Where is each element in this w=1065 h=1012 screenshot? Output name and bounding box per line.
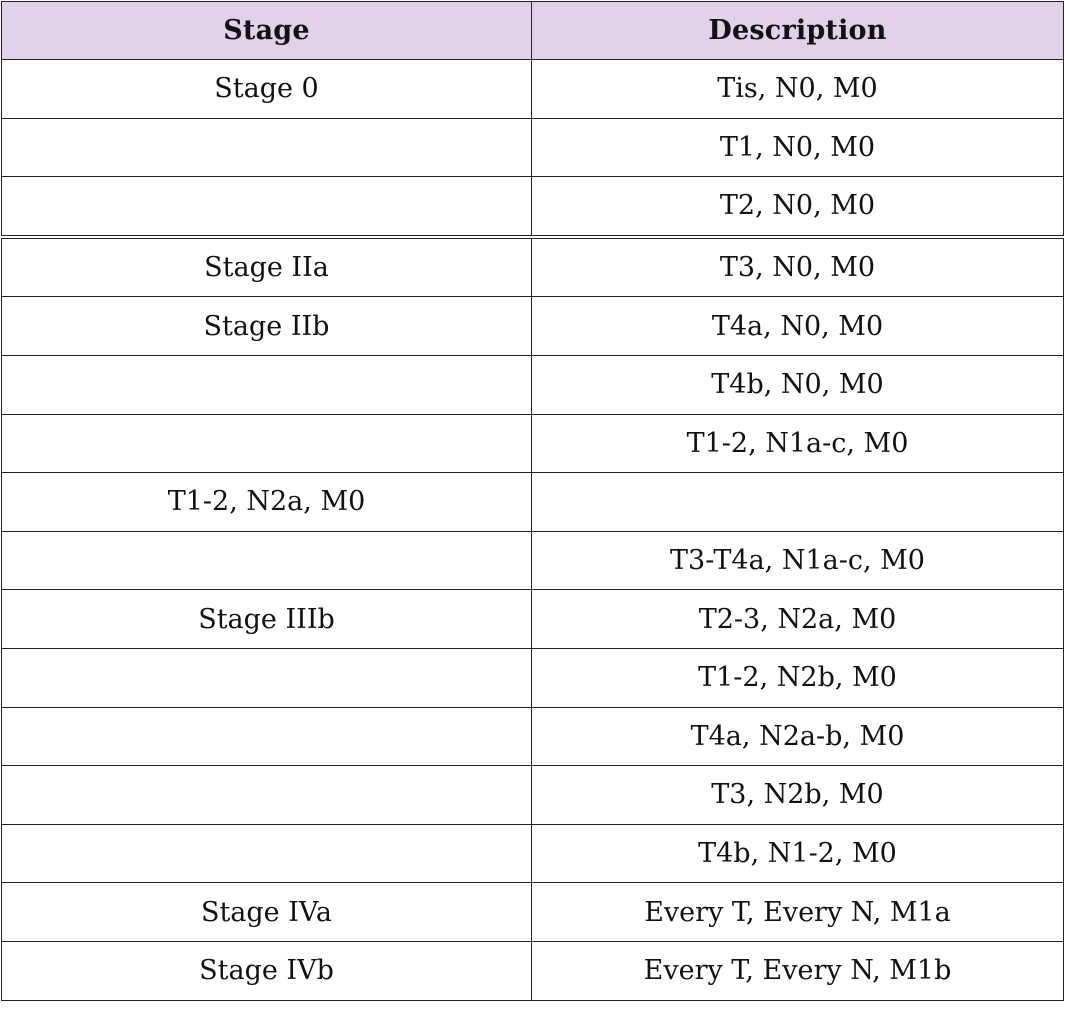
- table-row: [2, 60, 1064, 119]
- stage-cell: [2, 648, 532, 707]
- table-row: [2, 237, 1064, 297]
- staging-table-container: [1, 1, 1064, 1001]
- table-row: [2, 531, 1064, 590]
- description-cell: T3, N0, M0: [532, 237, 1064, 297]
- stage-cell: [2, 177, 532, 237]
- description-cell: Tis, N0, M0: [532, 60, 1064, 119]
- description-cell: T3, N2b, M0: [532, 766, 1064, 825]
- stage-cell: [2, 531, 532, 590]
- stage-cell: [2, 824, 532, 883]
- description-cell: T3-T4a, N1a-c, M0: [532, 531, 1064, 590]
- table-row: [2, 355, 1064, 414]
- stage-cell: [2, 118, 532, 177]
- stage-cell: T1-2, N2a, M0: [2, 473, 532, 532]
- description-cell: [532, 473, 1064, 532]
- table-row: [2, 297, 1064, 356]
- description-cell: T1, N0, M0: [532, 118, 1064, 177]
- table-row: [2, 883, 1064, 942]
- stage-cell: [2, 707, 532, 766]
- table-row: [2, 648, 1064, 707]
- description-cell: T1-2, N1a-c, M0: [532, 414, 1064, 473]
- stage-cell: [2, 766, 532, 825]
- stage-cell: Stage IIb: [2, 297, 532, 356]
- header-description: Description: [532, 2, 1064, 60]
- description-cell: Every T, Every N, M1b: [532, 941, 1064, 1000]
- table-row: [2, 941, 1064, 1000]
- table-row: [2, 707, 1064, 766]
- stage-cell: Stage IVb: [2, 941, 532, 1000]
- description-cell: T4b, N0, M0: [532, 355, 1064, 414]
- stage-cell: Stage IVa: [2, 883, 532, 942]
- description-cell: T1-2, N2b, M0: [532, 648, 1064, 707]
- stage-cell: [2, 414, 532, 473]
- stage-cell: Stage IIIb: [2, 590, 532, 649]
- staging-table: [1, 1, 1064, 1001]
- table-row: [2, 414, 1064, 473]
- description-cell: Every T, Every N, M1a: [532, 883, 1064, 942]
- table-row: [2, 118, 1064, 177]
- stage-cell: [2, 355, 532, 414]
- description-cell: T2-3, N2a, M0: [532, 590, 1064, 649]
- stage-cell: Stage 0: [2, 60, 532, 119]
- table-row: [2, 766, 1064, 825]
- description-cell: T4b, N1-2, M0: [532, 824, 1064, 883]
- description-cell: T4a, N0, M0: [532, 297, 1064, 356]
- description-cell: T4a, N2a-b, M0: [532, 707, 1064, 766]
- table-row: [2, 473, 1064, 532]
- table-row: [2, 824, 1064, 883]
- description-cell: T2, N0, M0: [532, 177, 1064, 237]
- table-header-row: [2, 2, 1064, 60]
- table-row: [2, 590, 1064, 649]
- stage-cell: Stage IIa: [2, 237, 532, 297]
- header-stage: Stage: [2, 2, 532, 60]
- table-row: [2, 177, 1064, 237]
